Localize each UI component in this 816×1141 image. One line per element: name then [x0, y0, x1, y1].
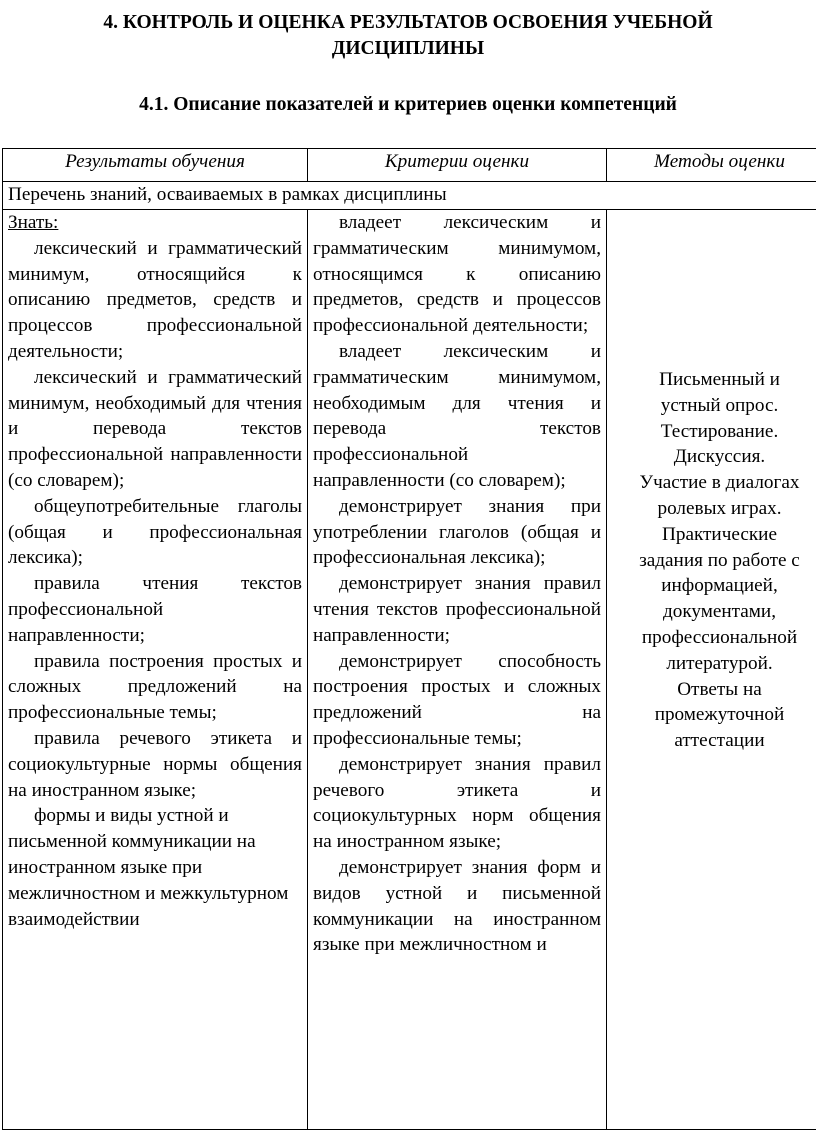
- result-item: лексический и грамматический минимум, относящийся к описанию предметов, средств и процессов профессиональной деятельности;: [8, 237, 302, 362]
- method-line: промежуточной: [654, 704, 785, 726]
- table-row: [3, 210, 816, 1130]
- method-line: Дискуссия.: [673, 446, 766, 468]
- section-label: Перечень знаний, осваиваемых в рамках дисциплины: [3, 182, 816, 210]
- criteria-item: демонстрирует знания при употреблении глаголов (общая и профессиональная лексика);: [313, 495, 601, 569]
- criteria-item: демонстрирует знания правил чтения текстов профессиональной направленности;: [313, 573, 601, 646]
- competency-table: [2, 148, 816, 1130]
- method-line: Письменный и: [659, 369, 780, 390]
- header-results: Результаты обучения: [3, 149, 308, 182]
- criteria-cell: [308, 210, 607, 1130]
- method-line: аттестации: [674, 730, 765, 752]
- result-item: общеупотребительные глаголы (общая и профессиональная лексика);: [8, 495, 302, 569]
- results-cell: [3, 210, 308, 1130]
- result-item: лексический и грамматический минимум, необходимый для чтения и перевода текстов профессиональной направленности (со словарем);: [8, 366, 302, 491]
- results-lead: Знать:: [8, 212, 59, 233]
- section-subtitle: 4.1. Описание показателей и критериев оценки компетенций: [139, 94, 677, 115]
- method-line: Участие в диалогах: [639, 472, 800, 494]
- method-line: профессиональной: [641, 626, 798, 648]
- chapter-title: 4. КОНТРОЛЬ И ОЦЕНКА РЕЗУЛЬТАТОВ ОСВОЕНИЯ УЧЕБНОЙ ДИСЦИПЛИНЫ: [103, 12, 713, 59]
- header-criteria: Критерии оценки: [308, 149, 607, 182]
- method-line: ролевых играх.: [657, 497, 782, 519]
- result-item: формы и виды устной и письменной коммуникации на иностранном языке при межличностном и межкультурном взаимодействии: [8, 805, 289, 930]
- result-item: правила речевого этикета и социокультурные нормы общения на иностранном языке;: [8, 727, 302, 801]
- method-line: Тестирование.: [660, 420, 779, 442]
- method-line: документами,: [662, 601, 777, 623]
- methods-cell: [607, 210, 816, 1130]
- result-item: правила построения простых и сложных предложений на профессиональные темы;: [8, 650, 302, 724]
- criteria-item: владеет лексическим и грамматическим минимумом, необходимым для чтения и перевода текстов профессиональной направленности (со словарем);: [313, 340, 601, 491]
- methods-list: [612, 210, 816, 754]
- criteria-item: демонстрирует знания форм и видов устной и письменной коммуникации на иностранном языке при межличностном и: [313, 856, 601, 956]
- method-line: задания по работе с: [639, 549, 800, 571]
- section-row: [3, 182, 816, 210]
- table-header-row: [3, 149, 816, 182]
- result-item: правила чтения текстов профессиональной направленности;: [8, 573, 302, 646]
- method-line: информацией,: [661, 575, 778, 597]
- method-line: устный опрос.: [660, 394, 779, 416]
- criteria-item: демонстрирует знания правил речевого этикета и социокультурных норм общения на иностранном языке;: [313, 753, 601, 853]
- method-line: Практические: [662, 523, 777, 545]
- criteria-item: владеет лексическим и грамматическим минимумом, относящимся к описанию предметов, средств и процессов профессиональной деятельности;: [313, 212, 601, 337]
- method-line: литературой.: [666, 652, 773, 674]
- header-methods: Методы оценки: [607, 149, 816, 182]
- method-line: Ответы на: [677, 678, 762, 700]
- criteria-item: демонстрирует способность построения простых и сложных предложений на профессиональные темы;: [313, 650, 601, 749]
